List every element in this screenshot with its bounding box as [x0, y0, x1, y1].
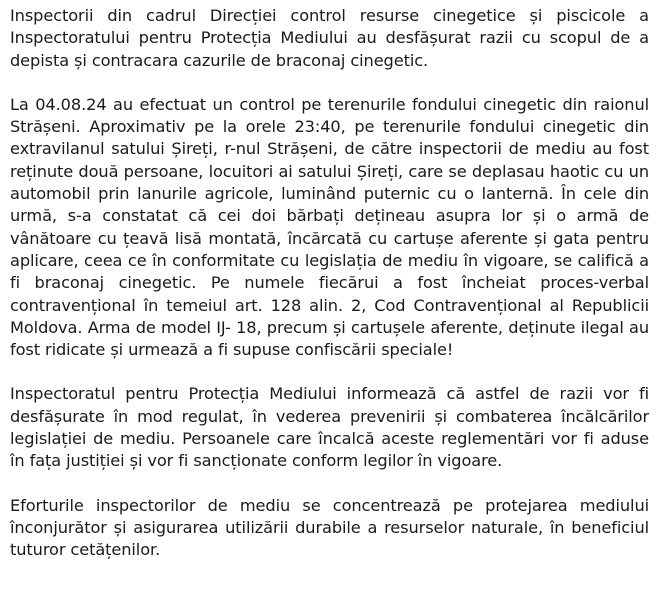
- paragraph-control-report: La 04.08.24 au efectuat un control pe terenurile fondului cinegetic din raionul Strășeni. Aproximativ pe la orele 23:40, pe terenurile fondului cinegetic din extravilanul satului Șireți, r-nul Strășeni, de către inspectorii de mediu au fost reținute două persoane, locuitori ai satului Șireți, care se deplasau haotic cu un automobil prin lanurile agricole, luminând puternic cu o lanternă. În cele din urmă, s-a constatat că cei doi bărbați dețineau asupra lor și o armă de vânătoare cu țeavă lisă montată, încărcată cu cartușe aferente și gata pentru aplicare, ceea ce în conformitate cu legislația de mediu în vigoare, se califică a fi braconaj cinegetic. Pe numele fiecărui a fost încheiat proces-verbal contravențional în temeiul art. 128 alin. 2, Cod Contravențional al Republicii Moldova. Arma de model IJ- 18, precum și cartușele aferente, deținute ilegal au fost ridicate și urmează a fi supuse confiscării speciale!: [10, 94, 649, 360]
- paragraph-intro: Inspectorii din cadrul Direcției control resurse cinegetice și piscicole a Inspectoratului pentru Protecția Mediului au desfășurat razii cu scopul de a depista și contracara cazurile de braconaj cinegetic.: [10, 6, 649, 70]
- paragraph-regular-raids: Inspectoratul pentru Protecția Mediului informează că astfel de razii vor fi desfășurate în mod regulat, în vederea prevenirii și combaterea încălcărilor legislației de mediu. Persoanele care încalcă aceste reglementări vor fi aduse în fața justiției și vor fi sancționate conform legilor în vigoare.: [10, 384, 649, 471]
- paragraph-conclusion: Eforturile inspectorilor de mediu se concentrează pe protejarea mediului înconjurător și asigurarea utilizării durabile a resurselor naturale, în beneficiul tuturor cetățenilor.: [10, 495, 649, 560]
